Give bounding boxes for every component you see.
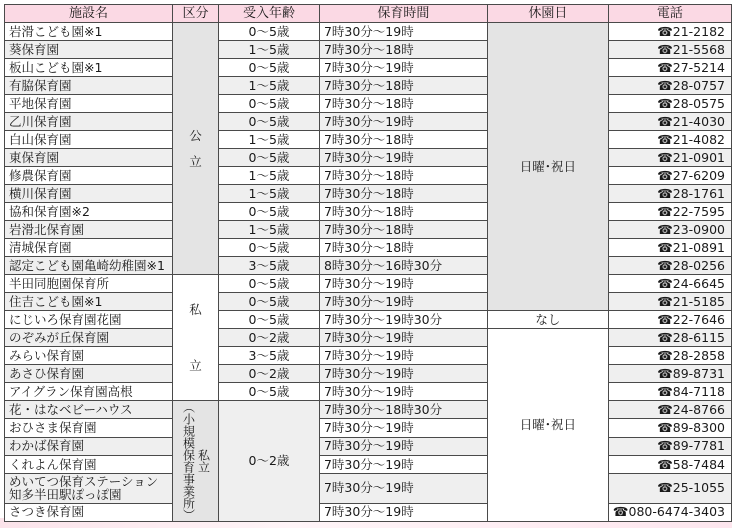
- facility-name: [5, 474, 173, 503]
- table-row: [5, 41, 732, 59]
- phone-number: ☎27-6209: [608, 167, 731, 185]
- phone-number: ☎21-0901: [608, 149, 731, 167]
- kubun-private-char-2: 立: [189, 357, 202, 373]
- table-row: [5, 77, 732, 95]
- kubun-private-char-1: 私: [189, 301, 202, 317]
- table-row: [5, 401, 732, 419]
- care-hours: 7時30分～19時: [319, 455, 487, 473]
- phone-number: ☎23-0900: [608, 221, 731, 239]
- age-range: 0～2歳: [218, 329, 319, 347]
- phone-number: ☎28-0757: [608, 77, 731, 95]
- facility-name: おひさま保育園: [5, 419, 173, 437]
- facility-name: さつき保育園: [5, 503, 173, 521]
- care-hours: 7時30分～19時: [319, 59, 487, 77]
- facility-name-line-2: 知多半田駅ぽっぽ園: [9, 487, 122, 503]
- facility-name: くれよん保育園: [5, 455, 173, 473]
- phone-number: ☎21-5568: [608, 41, 731, 59]
- facility-name: わかば保育園: [5, 437, 173, 455]
- age-range: 0～2歳: [218, 365, 319, 383]
- care-hours: 7時30分～19時: [319, 113, 487, 131]
- care-hours: 7時30分～19時: [319, 275, 487, 293]
- table-row: [5, 23, 732, 41]
- facility-name: 清城保育園: [5, 239, 173, 257]
- table-row: [5, 347, 732, 365]
- phone-number: ☎28-1761: [608, 185, 731, 203]
- care-hours: 7時30分～19時: [319, 383, 487, 401]
- table-row: [5, 203, 732, 221]
- facility-name: 平地保育園: [5, 95, 173, 113]
- care-hours: 7時30分～19時: [319, 149, 487, 167]
- table-row: [5, 149, 732, 167]
- age-range: 1～5歳: [218, 185, 319, 203]
- age-range: 0～5歳: [218, 149, 319, 167]
- age-range: 0～5歳: [218, 23, 319, 41]
- age-range: 0～5歳: [218, 311, 319, 329]
- care-hours: 7時30分～19時: [319, 347, 487, 365]
- header-row: [5, 5, 732, 23]
- phone-number: ☎21-4030: [608, 113, 731, 131]
- phone-number: ☎28-0256: [608, 257, 731, 275]
- facility-name: 花・はなベビーハウス: [5, 401, 173, 419]
- header-hours: 保育時間: [319, 5, 487, 23]
- age-range-shared: 0～2歳: [218, 401, 319, 522]
- care-hours: 7時30分～18時: [319, 95, 487, 113]
- facility-name: 白山保育園: [5, 131, 173, 149]
- age-range: 1～5歳: [218, 167, 319, 185]
- table-row: [5, 113, 732, 131]
- care-hours: 7時30分～18時: [319, 167, 487, 185]
- phone-number: ☎22-7646: [608, 311, 731, 329]
- header-phone: 電話: [608, 5, 731, 23]
- age-range: 0～5歳: [218, 275, 319, 293]
- kubun-small-scale-private: 私立: [196, 449, 211, 473]
- phone-number: ☎21-4082: [608, 131, 731, 149]
- age-range: 0～5歳: [218, 59, 319, 77]
- age-range: 3～5歳: [218, 347, 319, 365]
- table-row: [5, 131, 732, 149]
- phone-number: ☎24-6645: [608, 275, 731, 293]
- facility-name-line-1: めいてつ保育ステーション: [9, 474, 159, 490]
- table-row: [5, 503, 732, 521]
- phone-number: ☎21-5185: [608, 293, 731, 311]
- table-row: [5, 239, 732, 257]
- facility-name: 乙川保育園: [5, 113, 173, 131]
- age-range: 1～5歳: [218, 41, 319, 59]
- kubun-private: [172, 275, 218, 401]
- phone-number: ☎84-7118: [608, 383, 731, 401]
- table-row: [5, 437, 732, 455]
- phone-number: ☎89-8300: [608, 419, 731, 437]
- facility-name: 半田同胞園保育所: [5, 275, 173, 293]
- kubun-public: [172, 23, 218, 275]
- care-hours: 7時30分～18時30分: [319, 401, 487, 419]
- kubun-small-scale-label: （小規模保育事業所）: [181, 401, 196, 521]
- facility-name: 葵保育園: [5, 41, 173, 59]
- age-range: 0～5歳: [218, 95, 319, 113]
- table-row: [5, 185, 732, 203]
- facility-name: にじいろ保育園花園: [5, 311, 173, 329]
- facility-name: 修農保育園: [5, 167, 173, 185]
- table-row: [5, 257, 732, 275]
- table-row: [5, 329, 732, 347]
- age-range: 0～5歳: [218, 113, 319, 131]
- header-holiday: 休園日: [487, 5, 608, 23]
- care-hours: 7時30分～18時: [319, 203, 487, 221]
- facility-name: 有脇保育園: [5, 77, 173, 95]
- phone-number: ☎89-8731: [608, 365, 731, 383]
- table-row: [5, 419, 732, 437]
- care-hours: 7時30分～18時: [319, 41, 487, 59]
- care-hours: 7時30分～19時: [319, 293, 487, 311]
- header-kubun: 区分: [172, 5, 218, 23]
- holiday-none: なし: [487, 311, 608, 329]
- age-range: 0～5歳: [218, 383, 319, 401]
- care-hours: 7時30分～19時: [319, 365, 487, 383]
- phone-number: ☎24-8766: [608, 401, 731, 419]
- phone-number: ☎28-2858: [608, 347, 731, 365]
- table-row: [5, 275, 732, 293]
- facility-name: のぞみが丘保育園: [5, 329, 173, 347]
- table-row: [5, 455, 732, 473]
- kubun-small-scale: [172, 401, 218, 522]
- age-range: 3～5歳: [218, 257, 319, 275]
- care-hours: 8時30分～16時30分: [319, 257, 487, 275]
- care-hours: 7時30分～18時: [319, 239, 487, 257]
- care-hours: 7時30分～19時: [319, 23, 487, 41]
- kubun-public-char-1: 公: [189, 127, 202, 143]
- care-hours: 7時30分～19時: [319, 419, 487, 437]
- facility-name: あさひ保育園: [5, 365, 173, 383]
- facility-name: 横川保育園: [5, 185, 173, 203]
- care-hours: 7時30分～18時: [319, 221, 487, 239]
- age-range: 1～5歳: [218, 131, 319, 149]
- table-row: [5, 221, 732, 239]
- phone-number: ☎25-1055: [608, 474, 731, 503]
- age-range: 0～5歳: [218, 239, 319, 257]
- facility-name: 岩滑北保育園: [5, 221, 173, 239]
- care-hours: 7時30分～19時: [319, 503, 487, 521]
- table-row: [5, 474, 732, 503]
- kubun-public-char-2: 立: [189, 153, 202, 169]
- nursery-school-table: [4, 4, 732, 522]
- phone-number: ☎28-0575: [608, 95, 731, 113]
- phone-number: ☎89-7781: [608, 437, 731, 455]
- facility-name: 岩滑こども園※1: [5, 23, 173, 41]
- table-row: [5, 365, 732, 383]
- phone-number: ☎21-2182: [608, 23, 731, 41]
- age-range: 1～5歳: [218, 221, 319, 239]
- phone-number: ☎28-6115: [608, 329, 731, 347]
- care-hours: 7時30分～19時30分: [319, 311, 487, 329]
- table-row: [5, 293, 732, 311]
- care-hours: 7時30分～18時: [319, 77, 487, 95]
- phone-number: ☎080-6474-3403: [608, 503, 731, 521]
- phone-number: ☎22-7595: [608, 203, 731, 221]
- table-row: [5, 167, 732, 185]
- facility-name: 板山こども園※1: [5, 59, 173, 77]
- table-row: [5, 311, 732, 329]
- age-range: 0～5歳: [218, 203, 319, 221]
- holiday-sunday-holiday: 日曜･祝日: [487, 329, 608, 522]
- facility-name: 協和保育園※2: [5, 203, 173, 221]
- phone-number: ☎21-0891: [608, 239, 731, 257]
- care-hours: 7時30分～18時: [319, 131, 487, 149]
- care-hours: 7時30分～18時: [319, 185, 487, 203]
- phone-number: ☎27-5214: [608, 59, 731, 77]
- facility-name: 東保育園: [5, 149, 173, 167]
- facility-name: みらい保育園: [5, 347, 173, 365]
- facility-name: 認定こども園亀崎幼稚園※1: [5, 257, 173, 275]
- header-name: 施設名: [5, 5, 173, 23]
- holiday-sunday-holiday: 日曜･祝日: [487, 23, 608, 311]
- table-row: [5, 383, 732, 401]
- header-age: 受入年齢: [218, 5, 319, 23]
- care-hours: 7時30分～19時: [319, 474, 487, 503]
- age-range: 1～5歳: [218, 77, 319, 95]
- care-hours: 7時30分～19時: [319, 437, 487, 455]
- facility-name: 住吉こども園※1: [5, 293, 173, 311]
- table-row: [5, 95, 732, 113]
- facility-name: アイグラン保育園高根: [5, 383, 173, 401]
- table-row: [5, 59, 732, 77]
- phone-number: ☎58-7484: [608, 455, 731, 473]
- age-range: 0～5歳: [218, 293, 319, 311]
- care-hours: 7時30分～19時: [319, 329, 487, 347]
